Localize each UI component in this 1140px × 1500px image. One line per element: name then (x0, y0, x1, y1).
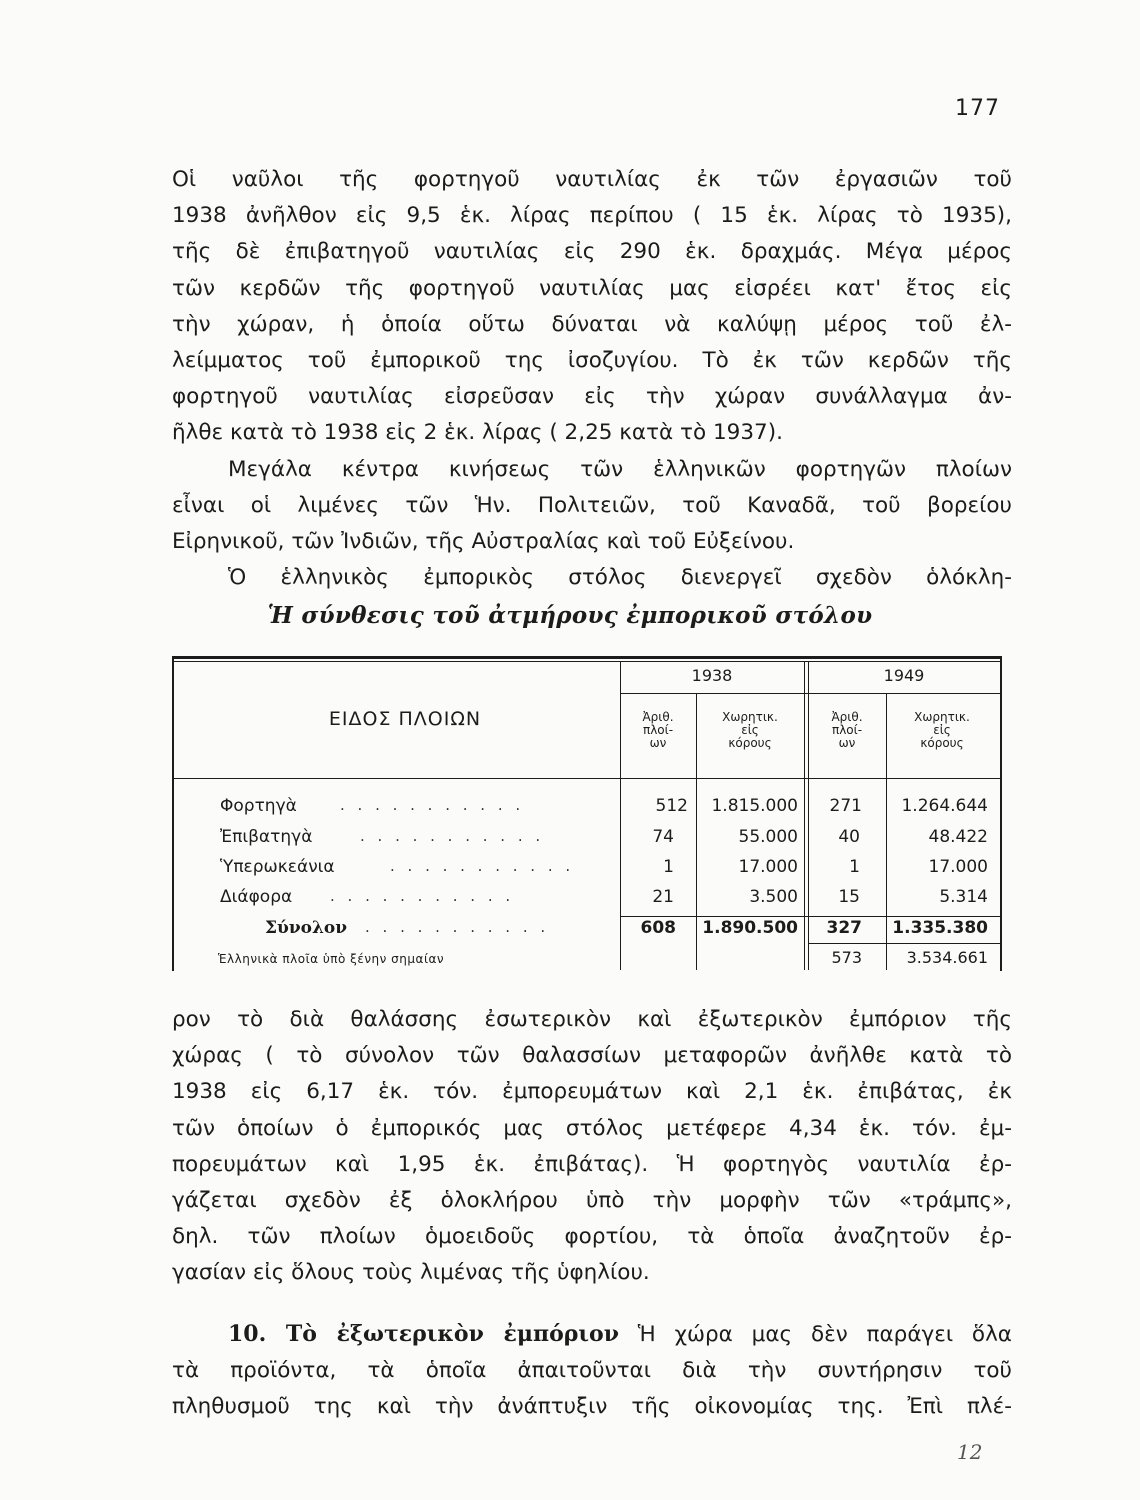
paragraph-freight-income (172, 162, 1012, 596)
text-line: πορευμάτων καὶ 1,95 ἑκ. ἐπιβάτας). Ἡ φορτηγὸς ναυτιλία ἐρ- (172, 1151, 1012, 1177)
leader-dots: . . . . . . . . . . . (340, 796, 525, 814)
paragraph-sea-transport (172, 1002, 1012, 1292)
section-first-line: 10. Τὸ ἐξωτερικὸν ἐμπόριον Ἡ χώρα μας δὲν παράγει ὅλα (228, 1321, 1012, 1347)
cell-tonnage-1938: 1.890.500 (702, 918, 798, 938)
cell-count-1938: 512 (655, 796, 688, 816)
fleet-composition-table (190, 656, 1002, 971)
row-label-total: Σύνολον (265, 918, 348, 938)
subheader-tonnage: Χωρητικ. εἰς κόρους (914, 710, 970, 750)
cell-tonnage-1938: 3.500 (749, 887, 798, 907)
cell-tonnage-1949: 5.314 (939, 887, 988, 907)
cell-count-1938: 608 (640, 918, 676, 938)
cell-tonnage-1938: 55.000 (738, 827, 798, 847)
cell-tonnage-1949: 3.534.661 (906, 948, 988, 967)
section-heading: 10. Τὸ ἐξωτερικὸν ἐμπόριον (228, 1321, 619, 1347)
text-line: τὰ προϊόντα, τὰ ὁποῖα ἀπαιτοῦνται διὰ τὴν συντήρησιν τοῦ (172, 1358, 1012, 1384)
text-line: ρον τὸ διὰ θαλάσσης ἐσωτερικὸν καὶ ἐξωτερικὸν ἐμπόριον τῆς (172, 1007, 1012, 1032)
leader-dots: . . . . . . . . . . . (330, 887, 515, 905)
column-header-ship-type: ΕΙΔΟΣ ΠΛΟΙΩΝ (328, 708, 482, 730)
row-label: Ἑλληνικὰ πλοῖα ὑπὸ ξένην σημαίαν (218, 952, 445, 966)
cell-count-1949: 40 (838, 827, 860, 847)
year-header: 1938 (691, 666, 733, 685)
cell-count-1949: 327 (826, 918, 862, 938)
leader-dots: . . . . . . . . . . . (360, 827, 545, 845)
cell-tonnage-1938: 1.815.000 (711, 796, 798, 816)
row-label: Φορτηγὰ (220, 796, 297, 816)
text-line: τὴν χώραν, ἡ ὁποία οὕτω δύναται νὰ καλύψῃ μέρος τοῦ ἐλ- (172, 311, 1012, 337)
text-line: δηλ. τῶν πλοίων ὁμοειδοῦς φορτίου, τὰ ὁποῖα ἀναζητοῦν ἐρ- (172, 1224, 1012, 1250)
text-line: τῆς δὲ ἐπιβατηγοῦ ναυτιλίας εἰς 290 ἑκ. δραχμάς. Μέγα μέρος (172, 239, 1012, 265)
text-line: 1938 εἰς 6,17 ἑκ. τόν. ἐμπορευμάτων καὶ 2,1 ἑκ. ἐπιβάτας, ἐκ (172, 1079, 1012, 1105)
cell-tonnage-1938: 17.000 (738, 857, 798, 877)
text-line: 1938 ἀνῆλθον εἰς 9,5 ἑκ. λίρας περίπου ( 15 ἑκ. λίρας τὸ 1935), (172, 203, 1012, 229)
subheader-count: Ἀριθ. πλοί- ων (642, 710, 674, 750)
page-number: 177 (955, 96, 1000, 121)
cell-count-1938: 21 (652, 887, 674, 907)
text-line: λείμματος τοῦ ἐμπορικοῦ της ἰσοζυγίου. Τὸ ἐκ τῶν κερδῶν τῆς (172, 348, 1012, 374)
text-line: εἶναι οἱ λιμένες τῶν Ἡν. Πολιτειῶν, τοῦ Καναδᾶ, τοῦ βορείου (172, 492, 1012, 518)
row-label: Ἐπιβατηγὰ (220, 827, 313, 847)
text-line: Ὁ ἑλληνικὸς ἐμπορικὸς στόλος διενεργεῖ σχεδὸν ὁλόκλη- (228, 565, 1012, 591)
cell-count-1938: 1 (663, 857, 674, 877)
cell-count-1949: 573 (831, 948, 862, 967)
table-title: Ἡ σύνθεσις τοῦ ἀτμήρους ἐμπορικοῦ στόλου (267, 602, 873, 629)
subheader-count: Ἀριθ. πλοί- ων (831, 710, 863, 750)
text-line: φορτηγοῦ ναυτιλίας εἰσρεῦσαν εἰς τὴν χώραν συνάλλαγμα ἀν- (172, 384, 1012, 410)
subheader-tonnage: Χωρητικ. εἰς κόρους (722, 710, 778, 750)
text-line: πληθυσμοῦ της καὶ τὴν ἀνάπτυξιν τῆς οἰκονομίας της. Ἐπὶ πλέ- (172, 1394, 1012, 1420)
cell-count-1938: 74 (652, 827, 674, 847)
row-label: Ὑπερωκεάνια (220, 857, 335, 877)
cell-count-1949: 271 (829, 796, 862, 816)
text-line: Εἰρηνικοῦ, τῶν Ἰνδιῶν, τῆς Αὐστραλίας καὶ τοῦ Εὐξείνου. (172, 529, 795, 555)
text-line: Οἱ ναῦλοι τῆς φορτηγοῦ ναυτιλίας ἐκ τῶν ἐργασιῶν τοῦ (172, 167, 1012, 192)
text-line: ῆλθε κατὰ τὸ 1938 εἰς 2 ἑκ. λίρας ( 2,25 κατὰ τὸ 1937). (172, 420, 783, 446)
row-label: Διάφορα (220, 887, 293, 907)
cell-tonnage-1949: 1.264.644 (901, 796, 988, 816)
cell-tonnage-1949: 17.000 (928, 857, 988, 877)
section-foreign-trade (172, 1316, 1012, 1426)
text-line: γάζεται σχεδὸν ἐξ ὁλοκλήρου ὑπὸ τὴν μορφὴν τῶν «τράμπς», (172, 1188, 1012, 1214)
cell-count-1949: 1 (849, 857, 860, 877)
cell-count-1949: 15 (838, 887, 860, 907)
leader-dots: . . . . . . . . . . . (365, 918, 550, 936)
text-line: γασίαν εἰς ὅλους τοὺς λιμένας τῆς ὑφηλίου. (172, 1260, 650, 1286)
text-line: τῶν κερδῶν τῆς φορτηγοῦ ναυτιλίας μας εἰσρέει κατ' ἔτος εἰς (172, 275, 1012, 301)
text-line: τῶν ὁποίων ὁ ἐμπορικός μας στόλος μετέφερε 4,34 ἑκ. τόν. ἐμ- (172, 1115, 1012, 1141)
leader-dots: . . . . . . . . . . . (390, 857, 575, 875)
signature-mark: 12 (957, 1440, 983, 1464)
year-header: 1949 (883, 666, 925, 685)
text-line: χώρας ( τὸ σύνολον τῶν θαλασσίων μεταφορῶν ἀνῆλθε κατὰ τὸ (172, 1043, 1012, 1069)
text-line: Μεγάλα κέντρα κινήσεως τῶν ἑλληνικῶν φορτηγῶν πλοίων (228, 456, 1012, 482)
cell-tonnage-1949: 48.422 (928, 827, 988, 847)
cell-tonnage-1949: 1.335.380 (892, 918, 988, 938)
